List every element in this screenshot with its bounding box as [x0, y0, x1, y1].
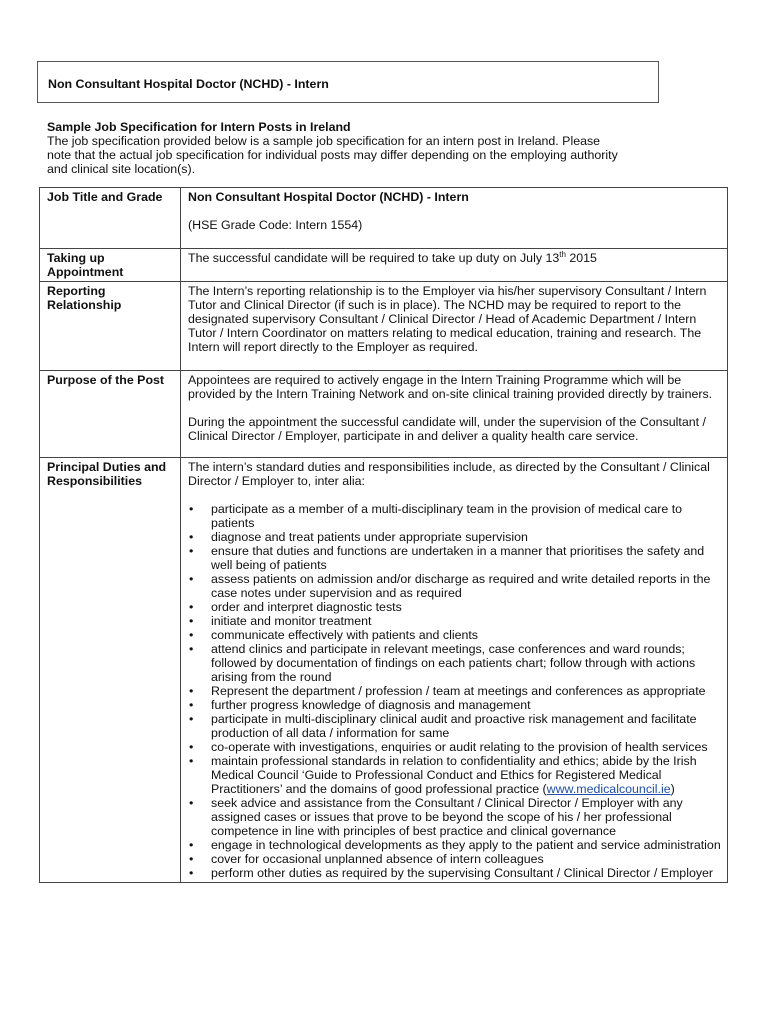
- reporting-cell: [181, 282, 728, 371]
- list-item: • perform other duties as required by the supervising Consultant / Clinical Director / Employer: [188, 866, 721, 880]
- list-item: • communicate effectively with patients and clients: [188, 628, 721, 642]
- medical-council-link[interactable]: www.medicalcouncil.ie: [546, 782, 671, 796]
- duties-label: Principal Duties and Responsibilities: [40, 458, 181, 883]
- table-row-purpose: [40, 371, 728, 458]
- intro-line: note that the actual job specification for individual posts may differ depending on the employing authority: [47, 148, 618, 162]
- intro-line: The job specification provided below is a sample job specification for an intern post in Ireland. Please: [47, 134, 601, 148]
- purpose-para: Appointees are required to actively engage in the Intern Training Programme which will be provided by the Intern Training Network and on-site clinical training provided directly by trainers.: [188, 373, 713, 401]
- list-item: • participate as a member of a multi-disciplinary team in the provision of medical care to patients: [188, 502, 721, 530]
- council-text-end: ): [670, 782, 675, 796]
- list-item: • attend clinics and participate in relevant meetings, case conferences and ward rounds; followed by documentation of findings on each patients chart; follow through with actions arising from the round: [188, 642, 721, 684]
- table-row-taking-up: [40, 249, 728, 282]
- duties-cell: [181, 458, 728, 883]
- table-row-duties: [40, 458, 728, 883]
- intro-heading: Sample Job Specification for Intern Posts in Ireland: [47, 120, 351, 134]
- table-row-reporting: [40, 282, 728, 371]
- list-item: • ensure that duties and functions are undertaken in a manner that prioritises the safety and well being of patients: [188, 544, 721, 572]
- purpose-label: Purpose of the Post: [40, 371, 181, 458]
- job-spec-table: [39, 187, 728, 883]
- duties-intro: The intern’s standard duties and responsibilities include, as directed by the Consultant / Clinical Director / Employer to, inter alia:: [188, 460, 710, 488]
- table-row-job-title: [40, 188, 728, 249]
- taking-up-text: The successful candidate will be required to take up duty on July 13: [188, 251, 560, 265]
- intro-section: [47, 120, 707, 176]
- duties-list: [188, 502, 721, 880]
- list-item: • order and interpret diagnostic tests: [188, 600, 721, 614]
- list-item: • cover for occasional unplanned absence of intern colleagues: [188, 852, 721, 866]
- intro-line: and clinical site location(s).: [47, 162, 196, 176]
- grade-code: (HSE Grade Code: Intern 1554): [188, 218, 363, 232]
- date-superscript: th: [559, 249, 566, 259]
- purpose-cell: [181, 371, 728, 458]
- list-item: • Represent the department / profession / team at meetings and conferences as appropriate: [188, 684, 721, 698]
- taking-up-label: Taking up Appointment: [40, 249, 181, 282]
- list-item: • further progress knowledge of diagnosis and management: [188, 698, 721, 712]
- job-title-value: Non Consultant Hospital Doctor (NCHD) - Intern: [188, 190, 469, 204]
- list-item: • assess patients on admission and/or discharge as required and write detailed reports in the case notes under supervision and as required: [188, 572, 721, 600]
- taking-up-year: 2015: [565, 251, 597, 265]
- job-title-cell: [181, 188, 728, 249]
- title-box: [37, 61, 659, 103]
- list-item-medical-council: [188, 754, 721, 796]
- list-item: • engage in technological developments as they apply to the patient and service administration: [188, 838, 721, 852]
- reporting-text: The Intern’s reporting relationship is to the Employer via his/her supervisory Consultant / Intern Tutor and Clinical Director (if such is in place). The NCHD may be required to report to the designated supervisory Consultant / Clinical Director / Head of Academic Department / Intern Tutor / Intern Coordinator on matters relating to medical education, training and research. The Intern will report directly to the Employer as required.: [188, 284, 707, 354]
- document-title: Non Consultant Hospital Doctor (NCHD) - Intern: [48, 77, 329, 91]
- reporting-label: Reporting Relationship: [40, 282, 181, 371]
- list-item: • seek advice and assistance from the Consultant / Clinical Director / Employer with any assigned cases or issues that prove to be beyond the scope of his / her professional competence in line with principles of best practice and clinical governance: [188, 796, 721, 838]
- purpose-para: During the appointment the successful candidate will, under the supervision of the Consultant / Clinical Director / Employer, participate in and deliver a quality health care service.: [188, 415, 706, 443]
- job-title-label: Job Title and Grade: [40, 188, 181, 249]
- list-item: • participate in multi-disciplinary clinical audit and proactive risk management and facilitate production of all data / information for same: [188, 712, 721, 740]
- list-item: • co-operate with investigations, enquiries or audit relating to the provision of health services: [188, 740, 721, 754]
- council-text: maintain professional standards in relation to confidentiality and ethics; abide by the Irish Medical Council ‘Guide to Professional Conduct and Ethics for Registered Medical Practitioners’ and the domains of good professional practice (: [211, 754, 697, 796]
- taking-up-cell: [181, 249, 728, 282]
- list-item: • diagnose and treat patients under appropriate supervision: [188, 530, 721, 544]
- list-item: • initiate and monitor treatment: [188, 614, 721, 628]
